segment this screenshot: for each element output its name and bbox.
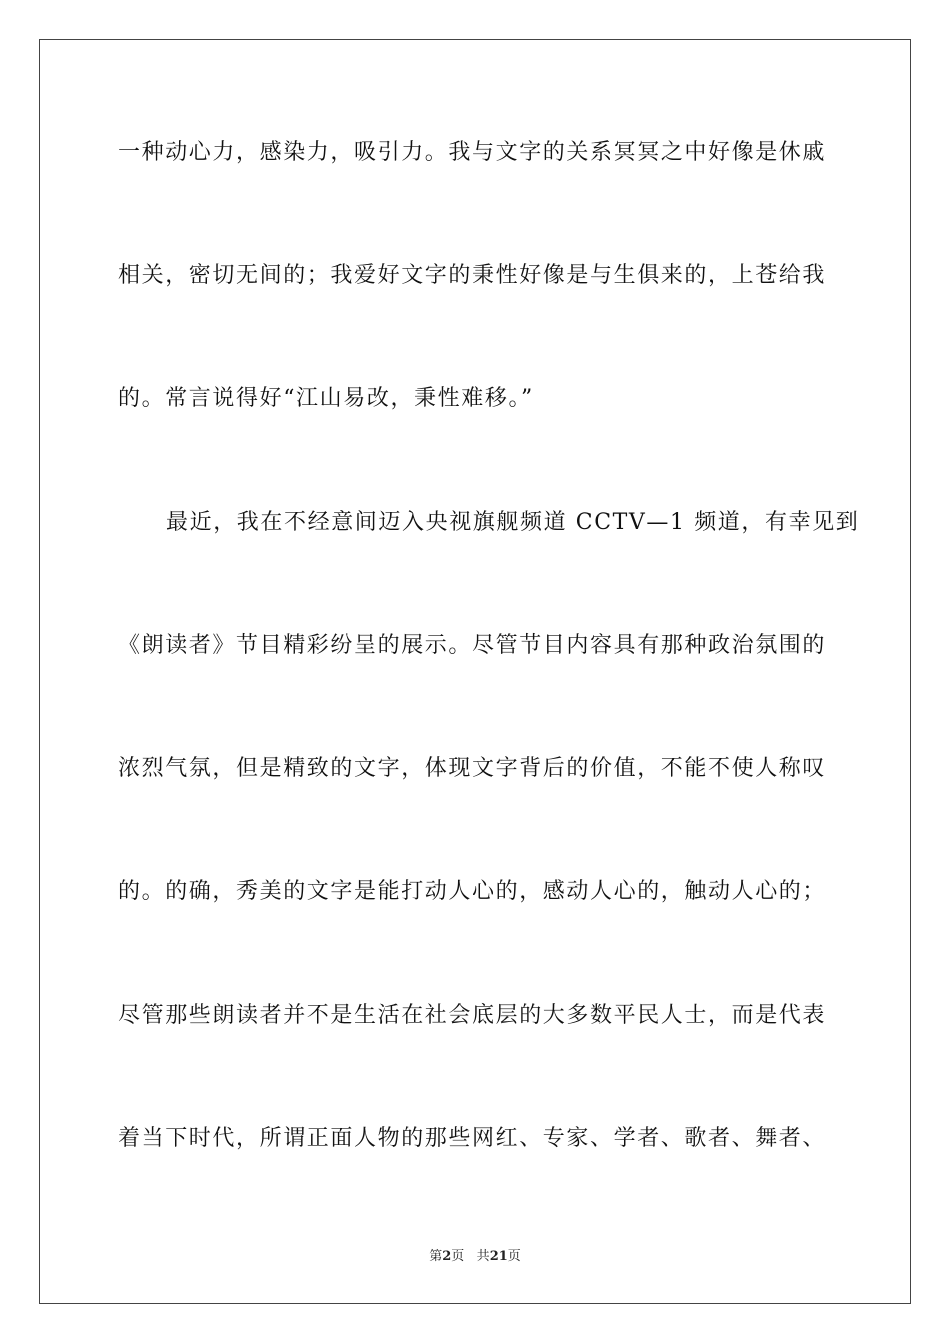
footer-total-pages: 21	[489, 1249, 508, 1264]
paragraph-line-8: 尽管那些朗读者并不是生活在社会底层的大多数平民人士，而是代表	[118, 1003, 827, 1028]
page-footer	[0, 1248, 950, 1266]
footer-total-suffix: 页	[507, 1249, 521, 1264]
paragraph-line-7: 的。的确，秀美的文字是能打动人心的，感动人心的，触动人心的；	[118, 879, 827, 904]
paragraph-line-5: 《朗读者》节目精彩纷呈的展示。尽管节目内容具有那种政治氛围的	[118, 633, 827, 658]
paragraph-line-6: 浓烈气氛，但是精致的文字，体现文字背后的价值，不能不使人称叹	[118, 756, 827, 781]
footer-page-number: 2	[442, 1249, 452, 1264]
footer-total-prefix: 共	[476, 1249, 490, 1264]
footer-page-prefix: 第	[429, 1249, 443, 1264]
footer-page-suffix: 页	[451, 1249, 465, 1264]
paragraph-line-2: 相关，密切无间的；我爱好文字的秉性好像是与生俱来的，上苍给我	[118, 263, 827, 288]
paragraph-line-9: 着当下时代，所谓正面人物的那些网红、专家、学者、歌者、舞者、	[118, 1126, 827, 1151]
paragraph-line-4: 最近，我在不经意间迈入央视旗舰频道 CCTV—1 频道，有幸见到	[166, 510, 860, 535]
page-border	[39, 39, 911, 1304]
paragraph-line-3: 的。常言说得好“江山易改，秉性难移。”	[118, 386, 534, 411]
paragraph-line-1: 一种动心力，感染力，吸引力。我与文字的关系冥冥之中好像是休戚	[118, 140, 827, 165]
